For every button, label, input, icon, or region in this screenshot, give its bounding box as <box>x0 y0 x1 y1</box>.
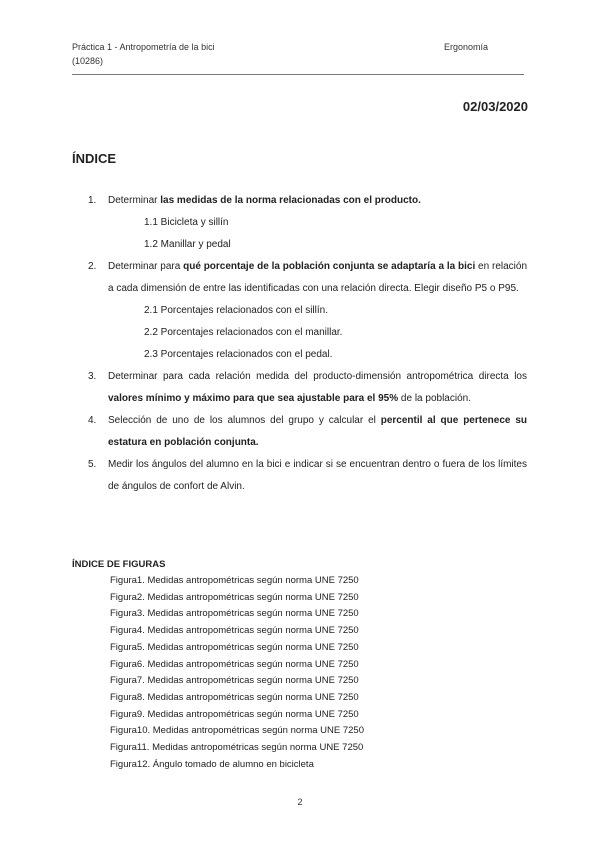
toc-subitem-2-1: 2.1 Porcentajes relacionados con el sillín. <box>144 305 328 316</box>
toc-item-emphasis: las medidas de la norma relacionadas con el producto. <box>160 195 421 206</box>
figure-entry: Figura8. Medidas antropométricas según norma UNE 7250 <box>110 691 359 703</box>
figure-entry: Figura3. Medidas antropométricas según norma UNE 7250 <box>110 608 359 620</box>
header-course-code: (10286) <box>72 56 104 66</box>
figure-entry: Figura4. Medidas antropométricas según norma UNE 7250 <box>110 625 359 637</box>
toc-item-5 <box>72 454 527 498</box>
toc-item-text: Determinar <box>108 195 161 206</box>
toc-item-emphasis: qué porcentaje de la población conjunta se adaptaría a la bici <box>183 261 476 272</box>
header-course-title: Práctica 1 - Antropometría de la bici <box>72 42 215 52</box>
toc-item-number: 2. <box>88 261 97 272</box>
toc-item-text-tail: en relación a cada dimensión de entre las identificadas con una relación directa. Elegir diseño P5 o P95. <box>108 261 528 294</box>
toc-item-number: 1. <box>88 195 97 206</box>
document-date: 02/03/2020 <box>462 99 528 114</box>
figures-list <box>110 573 364 773</box>
toc-subitem-1-2: 1.2 Manillar y pedal <box>144 239 231 250</box>
figure-entry: Figura7. Medidas antropométricas según norma UNE 7250 <box>110 675 359 687</box>
toc-item-4 <box>72 410 527 454</box>
toc-item-number: 5. <box>88 459 97 470</box>
toc-subitem-2-2: 2.2 Porcentajes relacionados con el manillar. <box>144 327 343 338</box>
toc-item-1 <box>72 190 527 212</box>
toc-item-text-tail: de la población. <box>398 393 471 404</box>
figure-entry: Figura11. Medidas antropométricas según norma UNE 7250 <box>110 742 364 754</box>
header-left <box>72 40 332 68</box>
toc-list <box>72 190 527 498</box>
figure-entry: Figura1. Medidas antropométricas según norma UNE 7250 <box>110 575 359 586</box>
figure-entry: Figura2. Medidas antropométricas según norma UNE 7250 <box>110 591 359 603</box>
toc-item-text: Medir los ángulos del alumno en la bici e indicar si se encuentran dentro o fuera de los límites de ángulos de confort de Alvin. <box>108 459 527 492</box>
header-divider <box>72 74 524 75</box>
figure-entry: Figura5. Medidas antropométricas según norma UNE 7250 <box>110 641 359 653</box>
toc-item-2 <box>72 256 527 300</box>
toc-item-3 <box>72 366 527 410</box>
toc-item-text: Determinar para cada relación medida del producto-dimensión antropométrica directa los <box>108 371 527 382</box>
header-subject: Ergonomía <box>444 42 489 52</box>
toc-heading: ÍNDICE <box>72 151 117 166</box>
toc-item-emphasis: valores mínimo y máximo para que sea ajustable para el 95% <box>108 393 399 404</box>
toc-item-emphasis: percentil al que pertenece su estatura en población conjunta. <box>108 415 527 448</box>
toc-item-text: Selección de uno de los alumnos del grupo y calcular el <box>108 415 381 426</box>
toc-item-number: 4. <box>88 415 97 426</box>
toc-item-text: Determinar para <box>108 261 184 272</box>
toc-subitem-1-1: 1.1 Bicicleta y sillín <box>144 217 229 228</box>
figure-entry: Figura12. Ángulo tomado de alumno en bicicleta <box>110 758 314 770</box>
page-number: 2 <box>297 797 303 807</box>
toc-subitem-2-3: 2.3 Porcentajes relacionados con el pedal. <box>144 349 333 360</box>
toc-item-number: 3. <box>88 371 97 382</box>
figure-entry: Figura9. Medidas antropométricas según norma UNE 7250 <box>110 708 359 720</box>
figures-index-heading: ÍNDICE DE FIGURAS <box>72 559 166 570</box>
figure-entry: Figura6. Medidas antropométricas según norma UNE 7250 <box>110 658 359 670</box>
figure-entry: Figura10. Medidas antropométricas según norma UNE 7250 <box>110 725 364 737</box>
